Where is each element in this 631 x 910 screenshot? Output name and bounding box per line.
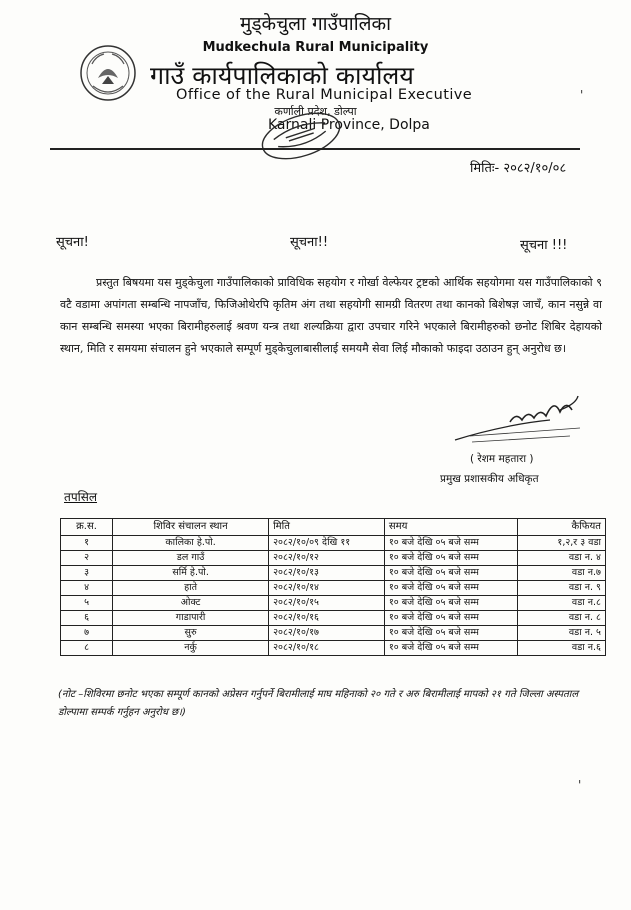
- scan-mark: ': [578, 778, 582, 792]
- signatory-title: प्रमुख प्रशासकीय अधिकृत: [440, 473, 539, 485]
- time-cell: १० बजे देखि ०५ बजे सम्म: [384, 626, 518, 641]
- time-cell: १० बजे देखि ०५ बजे सम्म: [384, 551, 518, 566]
- serial-cell: ८: [61, 641, 113, 656]
- col-date: मिति: [269, 519, 385, 536]
- serial-cell: ३: [61, 566, 113, 581]
- location-cell: हाते: [113, 581, 269, 596]
- serial-cell: १: [61, 536, 113, 551]
- table-row: [61, 551, 606, 566]
- location-cell: कालिका हे.पो.: [113, 536, 269, 551]
- office-stamp-icon: [246, 105, 356, 167]
- col-serial: क्र.स.: [61, 519, 113, 536]
- col-remarks: कैफियत: [518, 519, 606, 536]
- location-cell: नर्कु: [113, 641, 269, 656]
- remarks-cell: १,२,र ३ वडा: [518, 536, 606, 551]
- camp-schedule-table: [60, 518, 606, 656]
- remarks-cell: वडा न. ९: [518, 581, 606, 596]
- date-cell: २०८२/१०/०९ देखि ११: [269, 536, 385, 551]
- address-np: कर्णाली प्रदेश, डोल्पा: [274, 105, 357, 118]
- table-row: [61, 581, 606, 596]
- time-cell: १० बजे देखि ०५ बजे सम्म: [384, 596, 518, 611]
- serial-cell: ५: [61, 596, 113, 611]
- remarks-cell: वडा न. ५: [518, 626, 606, 641]
- location-cell: डल गाउँ: [113, 551, 269, 566]
- municipality-name-en: Mudkechula Rural Municipality: [202, 40, 429, 55]
- location-cell: गाडापारी: [113, 611, 269, 626]
- date-cell: २०८२/१०/१३: [269, 566, 385, 581]
- table-row: [61, 566, 606, 581]
- table-row: [61, 536, 606, 551]
- location-cell: ओक्ट: [113, 596, 269, 611]
- schedule-heading: तपसिल: [64, 490, 98, 504]
- header-divider: [50, 148, 580, 150]
- notice-heading-1: सूचना!: [56, 235, 89, 250]
- table-row: [61, 626, 606, 641]
- serial-cell: ७: [61, 626, 113, 641]
- municipality-name-np: मुड्केचुला गाउँपालिका: [239, 13, 392, 35]
- footnote: (नोट –शिविरमा छनोट भएका सम्पूर्ण कानको अप्रेसन गर्नुपर्ने बिरामीलाई माघ महिनाको २० गते र अरु बिरामीलाई मापको २१ गते जिल्ला अस्पताल डोल्पामा सम्पर्क गर्नुहन अनुरोध छ।): [58, 689, 579, 718]
- remarks-cell: वडा न.८: [518, 596, 606, 611]
- time-cell: १० बजे देखि ०५ बजे सम्म: [384, 566, 518, 581]
- remarks-cell: वडा न.६: [518, 641, 606, 656]
- remarks-cell: वडा न. ८: [518, 611, 606, 626]
- time-cell: १० बजे देखि ०५ बजे सम्म: [384, 611, 518, 626]
- col-location: शिविर संचालन स्थान: [113, 519, 269, 536]
- location-cell: सर्मि हे.पो.: [113, 566, 269, 581]
- table-row: [61, 611, 606, 626]
- signature-icon: [450, 392, 590, 452]
- time-cell: १० बजे देखि ०५ बजे सम्म: [384, 581, 518, 596]
- time-cell: १० बजे देखि ०५ बजे सम्म: [384, 641, 518, 656]
- notice-date: मितिः- २०८२/१०/०८: [470, 161, 567, 176]
- address-en: Karnali Province, Dolpa: [268, 117, 430, 133]
- date-cell: २०८२/१०/१८: [269, 641, 385, 656]
- date-cell: २०८२/१०/१७: [269, 626, 385, 641]
- location-cell: सुरु: [113, 626, 269, 641]
- notice-heading-2: सूचना!!: [290, 235, 329, 250]
- date-cell: २०८२/१०/१५: [269, 596, 385, 611]
- date-cell: २०८२/१०/१२: [269, 551, 385, 566]
- time-cell: १० बजे देखि ०५ बजे सम्म: [384, 536, 518, 551]
- table-header-row: [61, 519, 606, 536]
- serial-cell: ४: [61, 581, 113, 596]
- serial-cell: ६: [61, 611, 113, 626]
- office-name-en: Office of the Rural Municipal Executive: [176, 87, 473, 103]
- date-cell: २०८२/१०/१६: [269, 611, 385, 626]
- serial-cell: २: [61, 551, 113, 566]
- notice-body: प्रस्तुत बिषयमा यस मुड्केचुला गाउँपालिकाको प्राविधिक सहयोग र गोर्खा वेल्फेयर ट्रष्टको आर्थिक सहयोगमा यस गाउँपालिकाको ९ वटै वडामा अपांगता सम्बन्धि नापजाँच, फिजिओथेरपि कृतिम अंग तथा सहयोगी सामग्री वितरण तथा कानको बिशेषज्ञ जाचँ, कान नसुन्ने वा कान सम्बन्धि समस्या भएका बिरामीहरुलाई श्रवण यन्त्र तथा शल्यक्रिया द्वारा उपचार गरिने भएकाले बिरामीहरुको छनोट शिबिर देहायको स्थान, मिति र समयमा संचालन हुने भएकाले सम्पूर्ण मुड्केचुलाबासीलाई समयमै सेवा लिई मौकाको फाइदा उठाउन हुन् अनुरोध छ।: [60, 276, 602, 355]
- signatory-name: ( रेशम महतारा ): [470, 453, 534, 465]
- table-row: [61, 596, 606, 611]
- remarks-cell: वडा न. ४: [518, 551, 606, 566]
- table-row: [61, 641, 606, 656]
- scan-mark: ': [580, 88, 584, 102]
- date-cell: २०८२/१०/१४: [269, 581, 385, 596]
- remarks-cell: वडा न.७: [518, 566, 606, 581]
- office-name-np: गाउँ कार्यपालिकाको कार्यालय: [150, 61, 414, 90]
- col-time: समय: [384, 519, 518, 536]
- notice-heading-3: सूचना !!!: [520, 238, 568, 253]
